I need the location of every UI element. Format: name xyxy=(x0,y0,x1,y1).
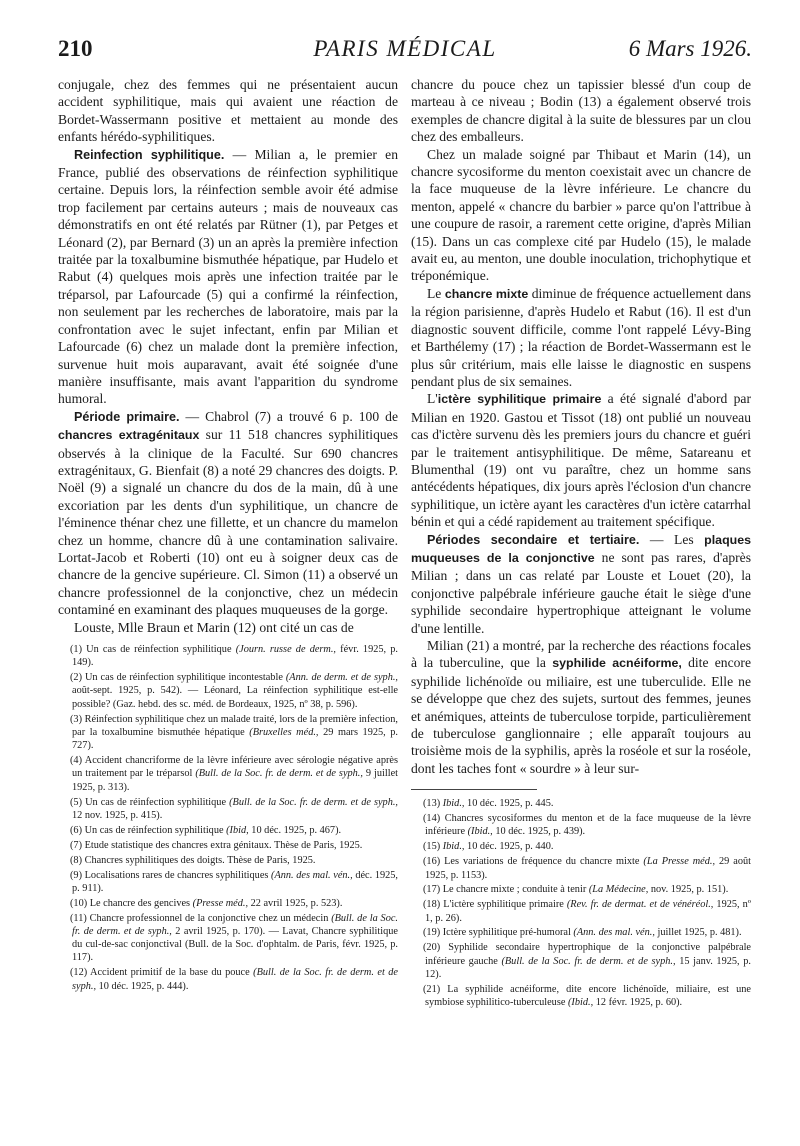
footnote: (4) Accident chancriforme de la lèvre inférieure avec sérologie négative après un traitement par le tréparsol (Bull. de la Soc. fr. de derm. et de syph., 9 juillet 1925, p. 313). xyxy=(70,755,399,793)
journal-title: PARIS MÉDICAL xyxy=(313,36,497,61)
footnote: (19) Ictère syphilitique pré-humoral (Ann. des mal. vén., juillet 1925, p. 481). xyxy=(423,927,742,939)
paragraph-syphilide: Milian (21) a montré, par la recherche des réactions focales à la tuberculine, que la syphilide acnéiforme, dite encore syphilide lichénoïde ou miliaire, est une tuberculide. Elle ne se développe que chez des sujets, surtout des femmes, jeunes et anémiques, atteints de tuberculose torpide, particulièrement de tuberculose ganglionnaire ; elle apparaît toujours au troisième mois de la syphilis, après la roséole et sur la roséole, dont les taches font « sourdre » à leur sur- xyxy=(411,638,751,776)
footnote: (21) La syphilide acnéiforme, dite encore lichénoïde, miliaire, est une symbiose syphilitico-tuberculeuse (Ibid., 12 févr. 1925, p. 60). xyxy=(423,983,751,1009)
footnote: (16) Les variations de fréquence du chancre mixte (La Presse méd., 29 août 1925, p. 1153). xyxy=(423,856,751,881)
section-heading: Reinfection syphilitique. xyxy=(74,147,225,162)
footnote: (17) Le chancre mixte ; conduite à tenir (La Médecine, nov. 1925, p. 151). xyxy=(423,884,729,896)
footnote: (7) Etude statistique des chancres extra génitaux. Thèse de Paris, 1925. xyxy=(70,839,363,851)
right-column xyxy=(411,76,751,1011)
left-body xyxy=(58,76,398,636)
paragraph-periode-primaire xyxy=(58,408,398,619)
footnote: (3) Réinfection syphilitique chez un malade traité, lors de la première infection, par la toxalbumine bismuthée hépatique (Bruxelles méd., 29 mars 1925, p. 727). xyxy=(70,713,399,752)
footnote: (18) L'ictère syphilitique primaire (Rev. fr. de dermat. et de vénéréol., 1925, nº 1, p. 26). xyxy=(423,899,751,924)
bold-term: chancres extragénitaux xyxy=(58,428,200,443)
paragraph: Chez un malade soigné par Thibaut et Marin (14), un chancre sycosiforme du menton coexistait avec un chancre de la face muqueuse de la lèvre inférieure. Le chancre du menton, appelé « chancre du barbier » parce qu'on l'attribue à une coupure de rasoir, a rarement cette origine, d'après Milian (15). Dans un cas complexe cité par Hudelo (15), le malade avait eu, au menton, une double inoculation, trichophytique et tréponémique. xyxy=(411,146,751,284)
paragraph-chancre-mixte: Le chancre mixte diminue de fréquence actuellement dans la région parisienne, d'après Hudelo et Rabut (16). Il est d'un diagnostic souvent difficile, comme l'ont rappelé Lévy-Bing et Barthélemy (17) ; la réaction de Bordet-Wassermann est le plus sûr critérium, mais elle laisse le diagnostic en suspens pendant plus de six semaines. xyxy=(411,285,751,389)
left-footnotes xyxy=(58,643,398,993)
paragraph-ictere: L'ictère syphilitique primaire a été signalé d'abord par Milian en 1920. Gastou et Tissot (18) ont publié un nouveau cas d'ictère survenu dès les premiers jours du chancre et guéri par le traitement antisyphilitique. De même, Satareanu et Blumenthal (19) ont vu paraître, chez un homme sans antécédents hépatiques, dix jours après l'éclosion d'un chancre syphilitique, un ictère ayant les caractères d'un ictère catarrhal bénin et qui a cédé rapidement au traitement spécifique. xyxy=(411,391,751,530)
right-body xyxy=(411,76,751,777)
bold-term: ictère syphilitique primaire xyxy=(437,392,602,407)
left-column xyxy=(58,76,398,995)
paragraph: Louste, Mlle Braun et Marin (12) ont cité un cas de xyxy=(74,619,354,635)
paragraph-reinfection xyxy=(58,146,398,408)
footnote: (11) Chancre professionnel de la conjonctive chez un médecin (Bull. de la Soc. fr. de derm. et de syph., 2 avril 1925, p. 170). — Lavat, Chancre syphilitique du cul-de-sac conjonctival (Bull. de la Soc. d'ophtalm. de Paris, févr. 1925, p. 117). xyxy=(70,912,398,964)
running-head xyxy=(58,36,752,64)
section-heading: Période primaire. xyxy=(74,409,180,424)
journal-page xyxy=(58,36,752,1126)
footnote: (5) Un cas de réinfection syphilitique (Bull. de la Soc. fr. de derm. et de syph., 12 nov. 1925, p. 415). xyxy=(70,796,398,821)
footnote: (10) Le chancre des gencives (Presse méd., 22 avril 1925, p. 523). xyxy=(70,897,343,909)
page-number: 210 xyxy=(58,36,93,61)
bold-term: chancre mixte xyxy=(444,286,529,301)
bold-term: syphilide acnéiforme, xyxy=(552,656,682,671)
paragraph: chancre du pouce chez un tapissier blessé d'un coup de marteau à ce niveau ; Bodin (13) a également observé trois exemples de chancre digital à la suite de blessures par un clou chez des emballeurs. xyxy=(411,77,751,145)
footnote: (15) Ibid., 10 déc. 1925, p. 440. xyxy=(423,841,554,853)
paragraph-periodes: Périodes secondaire et tertiaire. — Les plaques muqueuses de la conjonctive ne sont pas rares, d'après Milian ; dans un cas relaté par Louste et Louet (20), la conjonctive palpébrale inférieure gauche était le siège d'une syphilide secondaire hypertrophique atteignant le volume d'une lentille. xyxy=(411,531,751,636)
bold-term: plaques muqueuses de la conjonctive xyxy=(411,532,751,565)
footnote: (20) Syphilide secondaire hypertrophique de la conjonctive palpébrale inférieure gauche (Bull. de la Soc. fr. de derm. et de syph., 15 janv. 1925, p. 12). xyxy=(423,942,751,980)
paragraph-text: — Chabrol (7) a trouvé 6 p. 100 de xyxy=(179,408,398,424)
paragraph: conjugale, chez des femmes qui ne présentaient aucun accident syphilitique, mais qui avaient une réaction de Bordet-Wassermann positive et mettaient au monde des enfants hérédo-syphilitiques. xyxy=(58,77,398,145)
right-footnotes xyxy=(411,797,751,1009)
footnote: (13) Ibid., 10 déc. 1925, p. 445. xyxy=(423,798,554,810)
paragraph-text: sur 11 518 chancres syphilitiques observés à la clinique de la Faculté. Sur 690 chancres extragénitaux, G. Bienfait (8) a noté 29 chancres des doigts. P. Noël (9) a signalé un chancre du dos de la main, dû à une excoriation par les dents d'un syphilitique, un chancre de l'éminence thénar chez une fillette, et un chancre du mamelon chez un homme, chancre dû à une contamination salivaire. Lortat-Jacob et Roberti (10) ont eu à soigner deux cas de chancre de la gencive supérieure. Cl. Simon (11) a observé un chancre professionnel de la conjonctive, chez un médecin contaminé en examinant des plaques muqueuses de la gorge. xyxy=(58,427,398,618)
issue-date: 6 Mars 1926. xyxy=(628,36,752,61)
section-heading: Périodes secondaire et tertiaire. xyxy=(427,532,640,547)
footnote: (8) Chancres syphilitiques des doigts. Thèse de Paris, 1925. xyxy=(70,854,316,866)
footnote: (6) Un cas de réinfection syphilitique (Ibid, 10 déc. 1925, p. 467). xyxy=(70,824,342,836)
footnote: (12) Accident primitif de la base du pouce (Bull. de la Soc. fr. de derm. et de syph., 10 déc. 1925, p. 444). xyxy=(70,967,398,992)
footnote: (2) Un cas de réinfection syphilitique incontestable (Ann. de derm. et de syph., août-sept. 1925, p. 542). — Léonard, La réinfection syphilitique est-elle possible? (Gaz. hebd. des sc. méd. de Bordeaux, 1925, nº 38, p. 596). xyxy=(70,672,398,710)
footnote: (14) Chancres sycosiformes du menton et de la face muqueuse de la lèvre inférieure (Ibid., 10 déc. 1925, p. 439). xyxy=(423,813,751,838)
footnote: (9) Localisations rares de chancres syphilitiques (Ann. des mal. vén., déc. 1925, p. 911). xyxy=(70,869,398,894)
paragraph-text: — Milian a, le premier en France, publié des observations de réinfection syphilitique certaine. Depuis lors, la réinfection semble avoir été admise trop facilement par certains auteurs ; mais de nouveaux cas démonstratifs en ont été relatés par Rütner (1), par Petges et Léonard (2), par Bernard (3) un an après la première infection traitée par la toxalbumine bismuthée hépatique, par Hudelo et Rabut (4) quelques mois après une infection traitée par le tréparsol, par Lafourcade (5) qui a confirmé la réinfection, non seulement par les recherches de laboratoire, mais par la confrontation avec le sujet infectant, enfin par Milian et Lafourcade (6) chez un malade dont la première infection, survenue huit mois auparavant, avait été soignée d'une manière insuffisante, mais avant l'apparition du syndrome humoral. xyxy=(58,146,398,407)
footnote-rule xyxy=(411,789,537,790)
footnote: (1) Un cas de réinfection syphilitique (Journ. russe de derm., févr. 1925, p. 149). xyxy=(70,644,398,669)
